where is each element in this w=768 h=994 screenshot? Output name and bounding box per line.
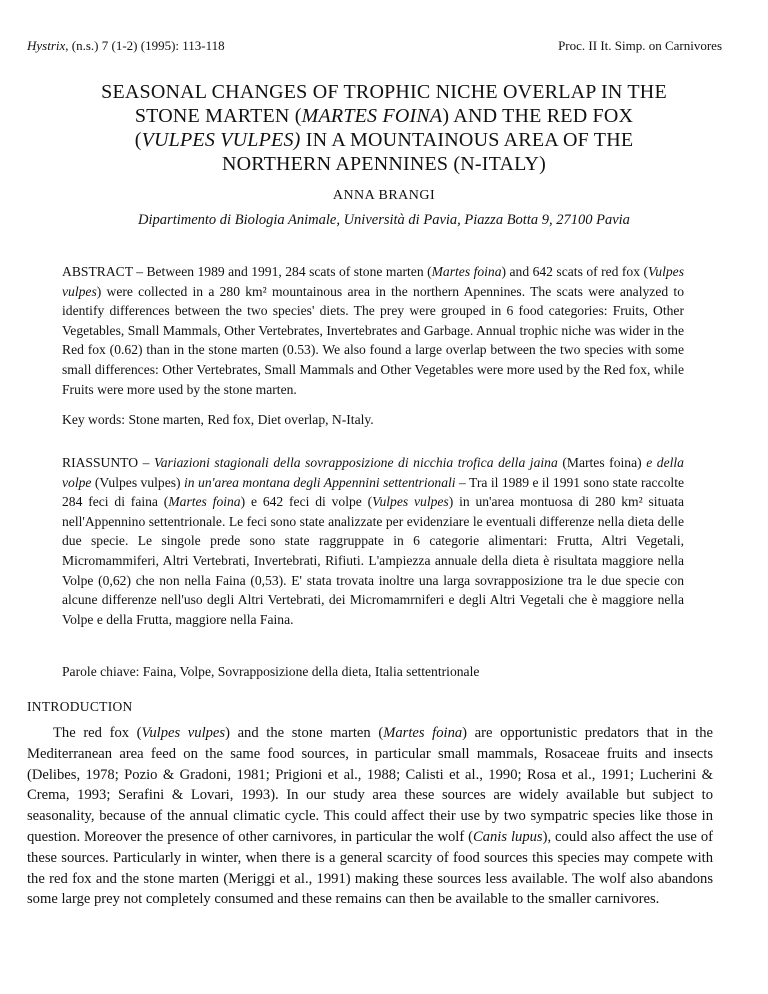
- riassunto-text: ) e 642 feci di volpe (: [240, 494, 373, 510]
- volume-pages: , (n.s.) 7 (1-2) (1995): 113-118: [65, 38, 225, 53]
- species-name: Martes foina: [383, 725, 463, 741]
- abstract-text: ) were collected in a 280 km² mountainous area in the northern Apennines. The scats were analyzed to identify differences between the two species' diets. The prey were grouped in 6 food categories: Fruits, Other Vegetables, Small Mammals, Other Vertebrates, Invertebrates and Garbage. Annual trophic niche was wider in the Red fox (0.62) than in the stone marten (0.53). We also found a large overlap between the two species with some small differences: Other Vertebrates, Small Mammals and Other Vegetables were more used by the Red fox, while Fruits were more used by the stone marten.: [62, 283, 684, 397]
- title-line-2: [40, 104, 728, 128]
- title-text: STONE MARTEN (: [134, 105, 302, 127]
- abstract-text: ABSTRACT – Between 1989 and 1991, 284 scats of stone marten (: [62, 264, 432, 279]
- title-line-3: [40, 128, 728, 152]
- intro-text: ) and the stone marten (: [225, 725, 384, 741]
- riassunto-text: ) in un'area montuosa di 280 km² situata nell'Appennino settentrionale. Le feci sono state analizzate per evidenziare le eventuali differenze nella dieta delle due specie. Le singole prede sono state raggruppate in 6 categorie alimentari: Frutta, Altri Vegetali, Micromammiferi, Altri Vertebrati, Invertebrati, Rifiuti. L'ampiezza annuale della dieta è risultata maggiore nella Volpe (0,62) che non nella Faina (0,53). E' stata trovata inoltre una larga sovrapposizione tra le due specie con alcune differenze nell'uso degli Altri Vertebrati, dei Micromamrniferi e degli Altri Vegetali che è maggiore nella Volpe e della Frutta, maggiore nella Faina.: [62, 494, 684, 627]
- species-name: Vulpes vulpes: [141, 725, 226, 741]
- proceedings-label: Proc. II It. Simp. on Carnivores: [558, 38, 722, 53]
- species-name: Vulpes vulpes: [372, 494, 449, 510]
- author-name: ANNA BRANGI: [332, 188, 436, 203]
- title-text: IN A MOUNTAINOUS AREA OF THE: [300, 129, 634, 151]
- abstract: [62, 262, 684, 399]
- introduction-paragraph: [27, 723, 713, 910]
- parole-chiave: Parole chiave: Faina, Volpe, Sovrapposizione della dieta, Italia settentrionale: [62, 664, 480, 679]
- riassunto-title: e della volpe: [62, 455, 684, 490]
- riassunto-title: Variazioni stagionali della sovrapposizione di nicchia trofica della jaina: [153, 455, 558, 470]
- species-name: Martes foina: [168, 494, 241, 510]
- journal-name: Hystrix: [27, 38, 66, 53]
- title-line-4: NORTHERN APENNINES (N-ITALY): [221, 153, 547, 175]
- journal-citation: [27, 38, 225, 54]
- running-header: [27, 38, 722, 54]
- riassunto: [62, 453, 684, 629]
- species-name: Canis lupus: [472, 828, 543, 845]
- riassunto-label: RIASSUNTO –: [62, 455, 154, 470]
- riassunto-text: (Vulpes vulpes): [91, 474, 185, 490]
- title-line-1: SEASONAL CHANGES OF TROPHIC NICHE OVERLAP IN THE: [101, 81, 667, 103]
- species-name: Vulpes vulpes: [62, 264, 685, 299]
- species-name: Martes foina: [431, 264, 502, 279]
- riassunto-title: in un'area montana degli Appennini settentrionali: [184, 474, 456, 490]
- intro-text: ), could also affect the use of these sources. Particularly in winter, when there is a general scarcity of food sources this species may compete with the red fox and the stone marten (Meriggi et al., 1991) making these sources less available. The wolf also abandons some large prey not completely consumed and these remains can then be available to the smaller carnivores.: [27, 828, 713, 908]
- section-heading-introduction: INTRODUCTION: [27, 699, 133, 714]
- author-affiliation: Dipartimento di Biologia Animale, Università di Pavia, Piazza Botta 9, 27100 Pavia: [138, 212, 630, 228]
- keywords: Key words: Stone marten, Red fox, Diet overlap, N-Italy.: [62, 412, 374, 427]
- title-species: MARTES FOINA: [301, 105, 443, 127]
- intro-text: ) are opportunistic predators that in the Mediterranean area feed on the same food sources, in particular small mammals, Rosaceae fruits and insects (Delibes, 1978; Pozio & Gradoni, 1981; Prigioni et al., 1988; Calisti et al., 1990; Rosa et al., 1991; Lucherini & Crema, 1993; Serafini & Lovari, 1993). In our study area these sources are widely available but subject to seasonality, because of the annual climatic cycle. This could affect their use by two sympatric species like those in question. Moreover the presence of other carnivores, in particular the wolf (: [27, 725, 713, 845]
- riassunto-text: (Martes foina): [557, 455, 647, 470]
- riassunto-text: – Tra il 1989 e il 1991 sono state raccolte 284 feci di faina (: [62, 474, 685, 510]
- title-text: (: [134, 129, 142, 151]
- abstract-text: ) and 642 scats of red fox (: [501, 264, 649, 279]
- title-species: VULPES VULPES): [141, 129, 301, 151]
- paper-title: [40, 80, 728, 176]
- intro-text: The red fox (: [53, 725, 142, 741]
- title-text: ) AND THE RED FOX: [442, 105, 634, 127]
